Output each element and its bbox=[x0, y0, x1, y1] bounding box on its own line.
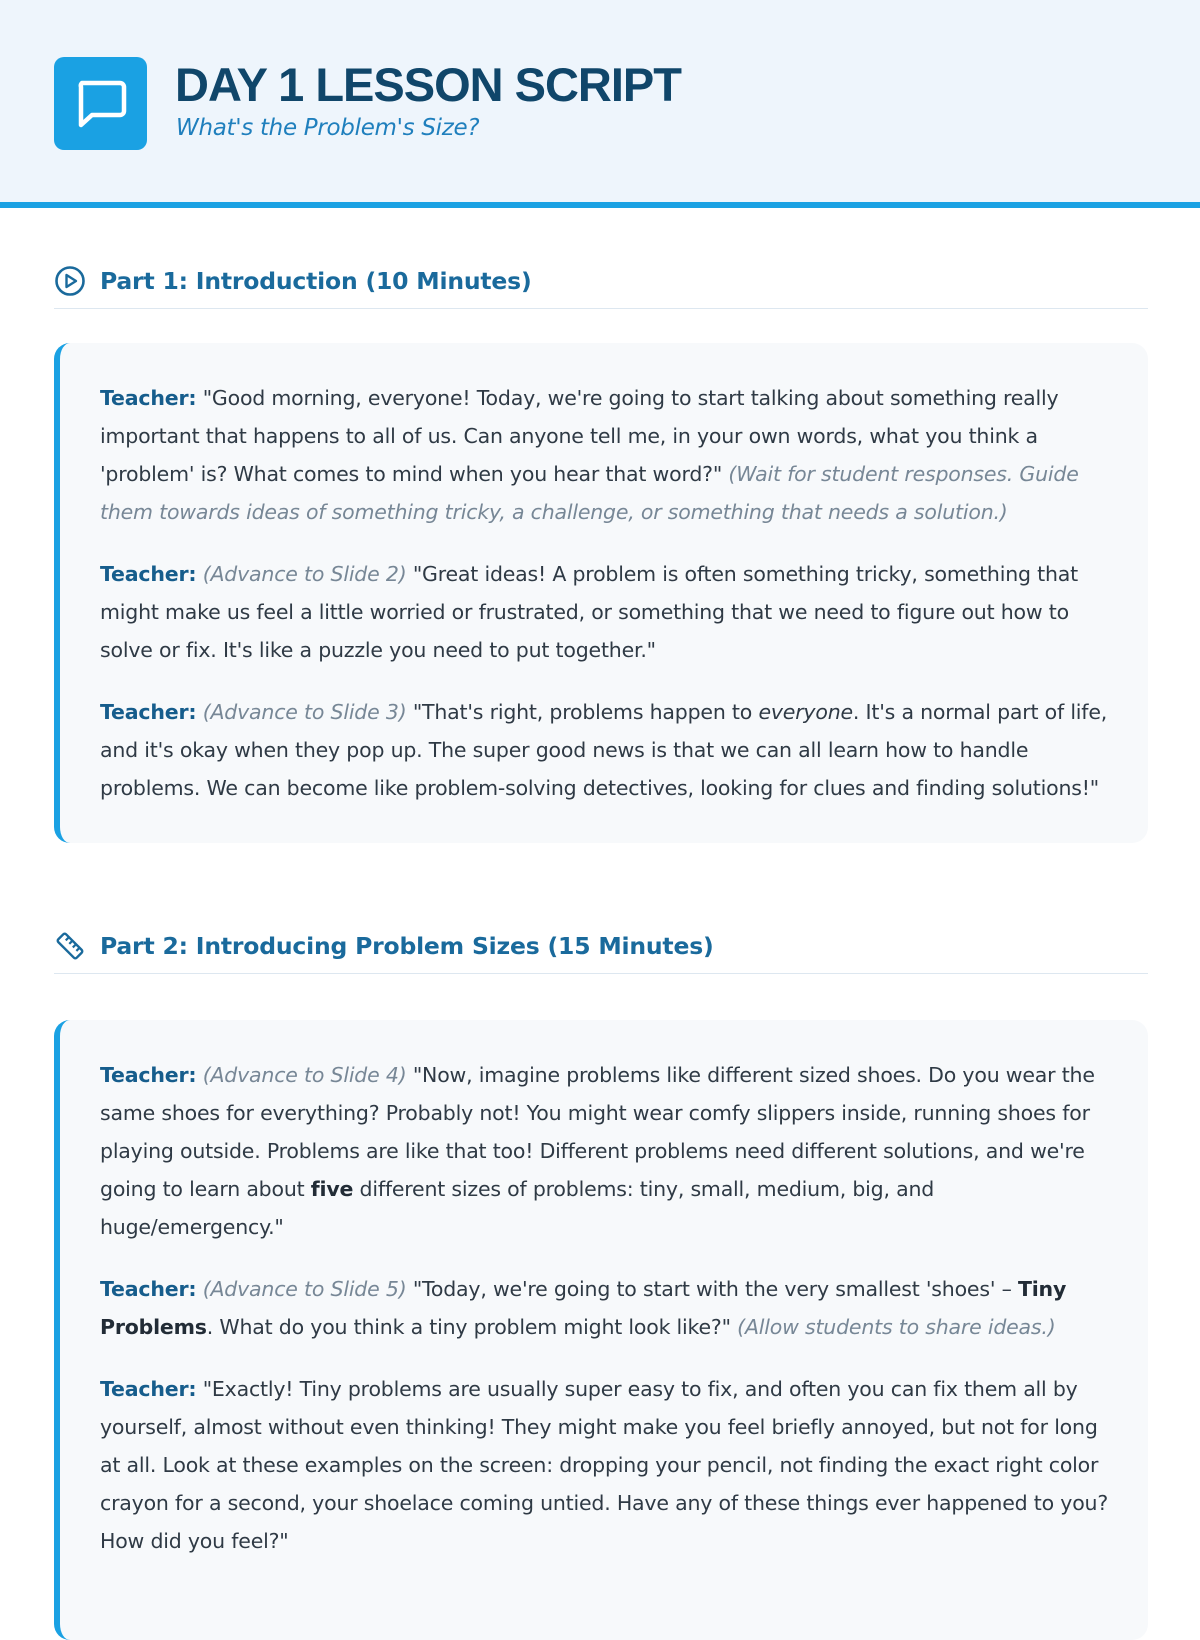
script-card-part-2 bbox=[54, 1020, 1148, 1640]
section-heading-part-2 bbox=[54, 929, 1148, 974]
stage-direction: (Wait for student responses. Guide them towards ideas of something tricky, a challenge, or something that needs a solution.) bbox=[100, 462, 1079, 524]
script-paragraph bbox=[100, 1270, 1108, 1346]
dialogue-text: . What do you think a tiny problem might look like?" bbox=[206, 1315, 731, 1339]
section-heading-part-1 bbox=[54, 264, 1148, 309]
page-title: DAY 1 LESSON SCRIPT bbox=[175, 58, 681, 111]
page-header bbox=[0, 0, 1200, 208]
slide-direction: (Advance to Slide 5) bbox=[202, 1277, 407, 1301]
speaker-label: Teacher: bbox=[100, 1063, 197, 1087]
dialogue-text: "Great ideas! A problem is often something tricky, something that might make us feel a little worried or frustrated, or something that we need to figure out how to solve or fix. It's like a puzzle you need to put together." bbox=[100, 562, 1078, 662]
script-paragraph bbox=[100, 555, 1108, 669]
dialogue-text: "Today, we're going to start with the very smallest 'shoes' – bbox=[412, 1277, 1018, 1301]
speaker-label: Teacher: bbox=[100, 562, 197, 586]
script-paragraph bbox=[100, 379, 1108, 531]
bold-phrase: Tiny Problems bbox=[100, 1277, 1067, 1339]
dialogue-text: "Now, imagine problems like different sized shoes. Do you wear the same shoes for everything? Probably not! You might wear comfy slippers inside, running shoes for playing outside. Problems are like that too! Different problems need different solutions, and we're going to learn about bbox=[100, 1063, 1095, 1201]
slide-direction: (Advance to Slide 2) bbox=[202, 562, 407, 586]
dialogue-text: "Exactly! Tiny problems are usually super easy to fix, and often you can fix them all by yourself, almost without even thinking! They might make you feel briefly annoyed, but not for long at all. Look at these examples on the screen: dropping your pencil, not finding the exact right color crayon for a second, your shoelace coming untied. Have any of these things ever happened to you? How did you feel?" bbox=[100, 1377, 1109, 1553]
script-paragraph bbox=[100, 693, 1108, 807]
slide-direction: (Advance to Slide 4) bbox=[202, 1063, 407, 1087]
script-paragraph bbox=[100, 1370, 1108, 1560]
section-title: Part 2: Introducing Problem Sizes (15 Minutes) bbox=[100, 932, 714, 960]
dialogue-text: different sizes of problems: tiny, small, medium, big, and huge/emergency." bbox=[100, 1177, 935, 1239]
stage-direction: (Allow students to share ideas.) bbox=[737, 1315, 1056, 1339]
speaker-label: Teacher: bbox=[100, 386, 197, 410]
chat-bubble-icon bbox=[54, 57, 147, 150]
script-paragraph bbox=[100, 1056, 1108, 1246]
dialogue-text: . It's a normal part of life, and it's okay when they pop up. The super good news is that we can all learn how to handle problems. We can become like problem-solving detectives, looking for clues and finding solutions!" bbox=[100, 700, 1108, 800]
slide-direction: (Advance to Slide 3) bbox=[202, 700, 407, 724]
page-subtitle: What's the Problem's Size? bbox=[176, 115, 480, 141]
bold-word: five bbox=[310, 1177, 354, 1201]
speaker-label: Teacher: bbox=[100, 1277, 197, 1301]
dialogue-text: "Good morning, everyone! Today, we're going to start talking about something really important that happens to all of us. Can anyone tell me, in your own words, what you think a 'problem' is? What comes to mind when you hear that word?" bbox=[100, 386, 1059, 486]
ruler-icon bbox=[54, 930, 86, 962]
section-title: Part 1: Introduction (10 Minutes) bbox=[100, 267, 532, 295]
speaker-label: Teacher: bbox=[100, 700, 197, 724]
script-card-part-1 bbox=[54, 343, 1148, 843]
play-circle-icon bbox=[54, 265, 86, 297]
emphasized-word: everyone bbox=[758, 700, 853, 724]
dialogue-text: "That's right, problems happen to bbox=[412, 700, 759, 724]
speaker-label: Teacher: bbox=[100, 1377, 197, 1401]
